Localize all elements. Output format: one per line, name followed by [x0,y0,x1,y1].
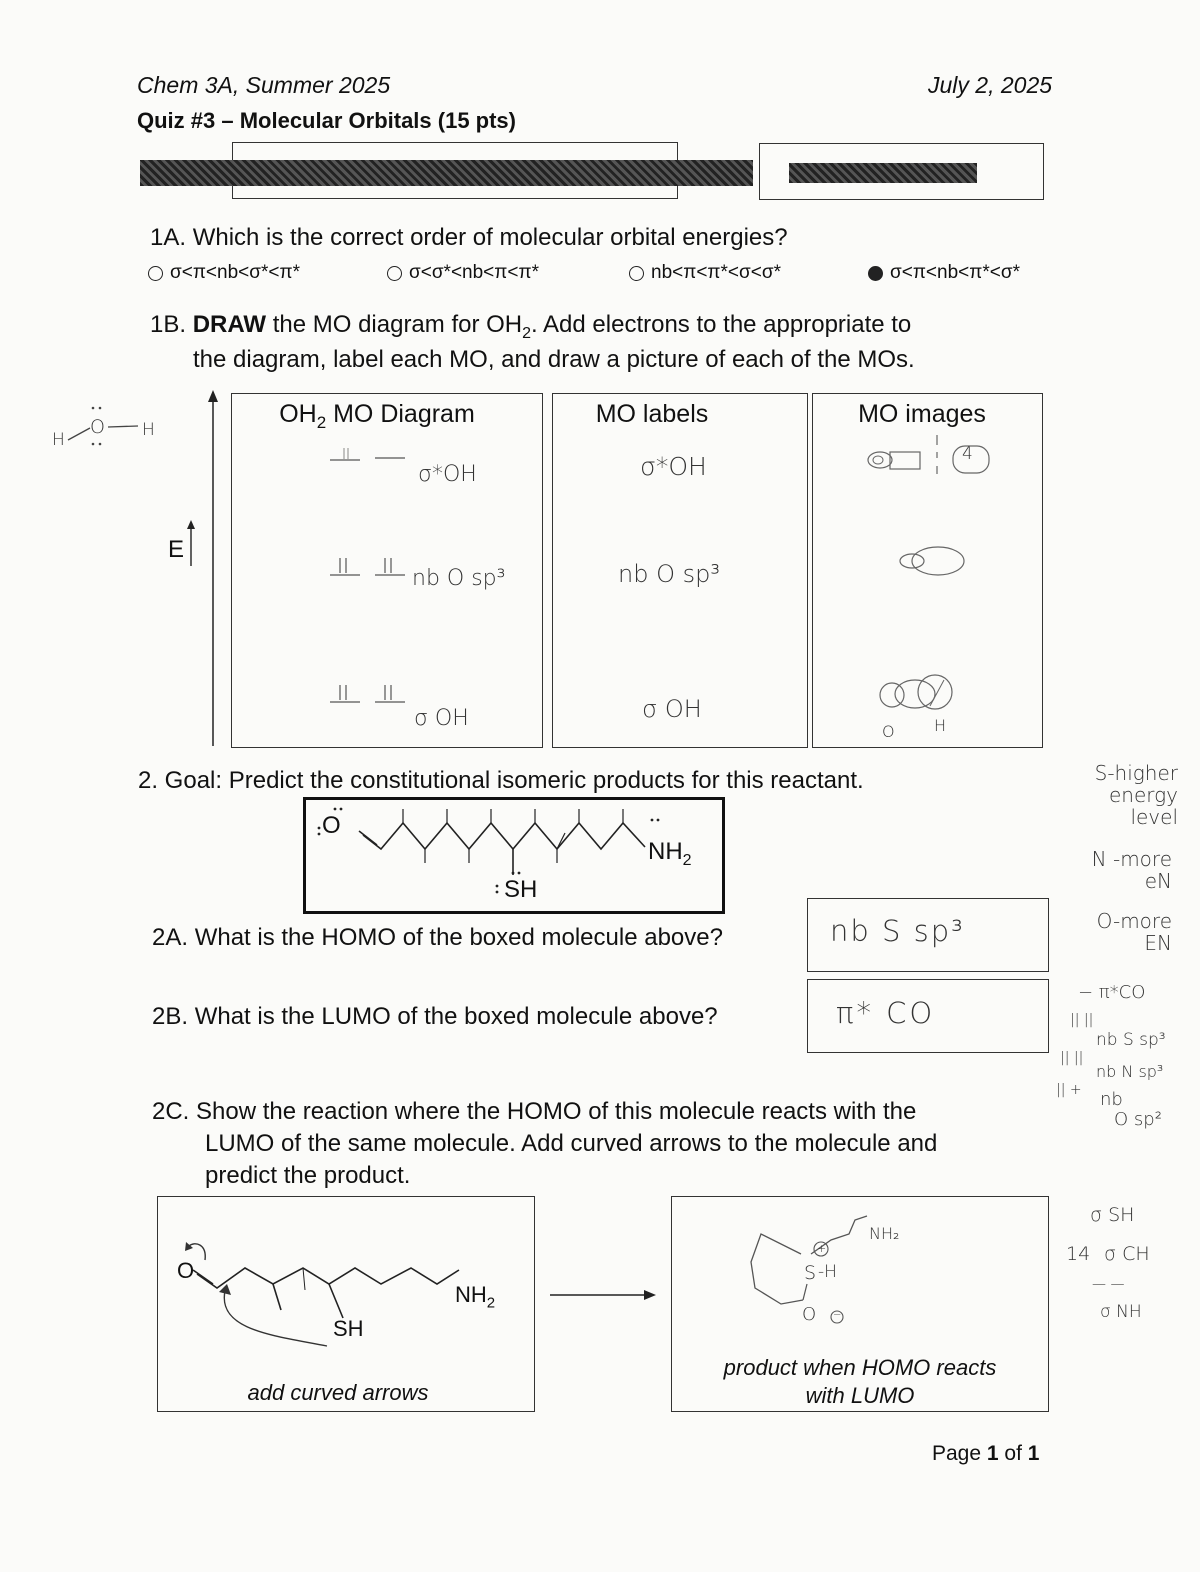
q1a-option-4[interactable]: σ<π<nb<π*<σ* [868,262,1020,284]
q2-goal: 2. Goal: Predict the constitutional isomeric products for this reactant. [138,767,864,794]
course-name: Chem 3A, Summer 2025 [137,72,391,98]
radio-button[interactable] [148,266,163,281]
left-box-amine: $NH_2$ [455,1282,496,1312]
margin-note-nb-n: nb N sp³ [1096,1062,1164,1081]
q2a-prompt: 2A. What is the HOMO of the boxed molecule above? [152,924,723,951]
product-plus-charge: + [817,1242,827,1255]
mo-image-o-label: O [882,722,895,741]
margin-note-sigma-ch: σ CH [1104,1243,1150,1265]
mo-image-h-label: H [934,716,947,735]
mo-label-sigma-star: σ*OH [640,452,707,481]
q1a-option-2[interactable]: σ<σ*<nb<π<π* [387,262,539,284]
product-sulfur: S [804,1262,817,1284]
product-minus-charge: − [833,1310,842,1321]
product-oxygen: O [802,1304,817,1325]
reactant-thiol: SH [504,876,538,903]
left-box-thiol: SH [333,1316,364,1341]
radio-button[interactable] [387,266,402,281]
q1a-option-3[interactable]: nb<π<π*<σ<σ* [629,262,781,284]
redaction-bar [140,160,753,186]
radio-button-selected[interactable] [868,266,883,281]
mo-images-sketch [860,430,1000,740]
margin-water-h1: H [52,430,65,450]
margin-note-sulfur: S-higher energy level [1094,761,1178,829]
q2c-prompt-line2: LUMO of the same molecule. Add curved arrows to the molecule and [205,1130,938,1157]
margin-water-h2: H [142,420,155,440]
page-number: Page 1 of 1 [932,1442,1040,1465]
left-box-oxygen: O [177,1258,195,1283]
diagram-label-sigma: σ OH [414,706,469,731]
diagram-label-nb: nb O sp³ [412,566,506,591]
quiz-date: July 2, 2025 [928,72,1053,98]
margin-note-levels: || || [1060,1050,1084,1066]
q2b-answer: π* CO [836,996,936,1030]
margin-note-sigma-nh: σ NH [1100,1302,1142,1322]
product-caption: product when HOMO reacts with LUMO [723,1355,997,1408]
radio-button[interactable] [629,266,644,281]
reactant-oxygen: O [322,812,341,839]
margin-note-sigma-sh: σ SH [1090,1204,1135,1226]
q1a-option-1[interactable]: σ<π<nb<σ*<π* [148,262,300,284]
left-box-caption: add curved arrows [247,1380,429,1405]
margin-note-oxygen: O-more EN [1096,909,1172,955]
mo-diagram-title: $OH_2$ MO Diagram [279,400,475,432]
margin-water-bonds [60,400,160,460]
margin-note-nb-s: nb S sp³ [1096,1030,1166,1050]
margin-note-levels: || + [1056,1082,1082,1098]
redaction-bar [789,163,977,183]
q1a-prompt: 1A. Which is the correct order of molecular orbital energies? [150,224,788,251]
margin-water-o: O [90,416,105,438]
q2b-prompt: 2B. What is the LUMO of the boxed molecule above? [152,1003,718,1030]
mo-labels-title: MO labels [595,400,709,428]
q2c-prompt-line1: 2C. Show the reaction where the HOMO of this molecule reacts with the [152,1098,917,1125]
mo-image-number: 4 [962,444,973,464]
mo-images-title: MO images [858,400,986,428]
margin-note-pi-star: − π*CO [1078,982,1146,1003]
q2a-answer: nb S sp³ [830,914,965,948]
energy-axis-label: E [168,536,185,563]
mo-label-nb: nb O sp³ [618,560,720,588]
reactant-amine: $NH_2$ [648,838,692,869]
q2c-prompt-line3: predict the product. [205,1162,411,1189]
margin-note-levels: || || [1070,1012,1094,1028]
margin-note-nb-o: nb O sp² [1100,1089,1162,1130]
energy-arrow-small [185,520,197,570]
diagram-label-sigma-star: σ*OH [418,462,477,487]
product-sh-bond: -H [818,1262,837,1282]
margin-note-nitrogen: N -more eN [1091,847,1172,893]
margin-note-fourteen: 14 [1066,1243,1091,1265]
quiz-title: Quiz #3 – Molecular Orbitals (15 pts) [137,108,516,133]
q1b-prompt-line2: the diagram, label each MO, and draw a picture of each of the MOs. [193,346,915,373]
product-amine: NH₂ [869,1224,900,1243]
reaction-arrow [550,1285,660,1305]
mo-label-sigma: σ OH [642,695,702,723]
q1b-prompt: 1B. DRAW the MO diagram for $OH_2$. Add electrons to the appropriate to [150,311,912,342]
margin-note-dashes: — — [1092,1276,1125,1292]
energy-axis [200,390,230,750]
